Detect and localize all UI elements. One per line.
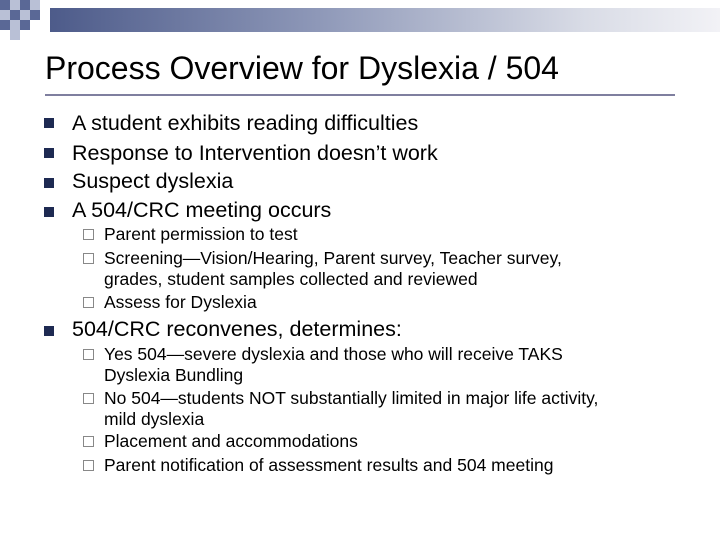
sub-bullet-text: No 504—students NOT substantially limited in major life activity,: [104, 388, 599, 408]
hollow-square-bullet-icon: [83, 393, 94, 404]
bullet-text: Response to Intervention doesn’t work: [72, 141, 438, 165]
bullet-square-icon: [44, 118, 54, 128]
header-banner: [50, 8, 720, 32]
hollow-square-bullet-icon: [83, 253, 94, 264]
bullet-text: 504/CRC reconvenes, determines:: [72, 317, 402, 341]
title-divider: [45, 94, 675, 96]
slide-title: Process Overview for Dyslexia / 504: [45, 50, 559, 86]
sub-bullet-text: Yes 504—severe dyslexia and those who will receive TAKS: [104, 344, 563, 364]
hollow-square-bullet-icon: [83, 460, 94, 471]
sub-bullet-text: Dyslexia Bundling: [104, 365, 244, 385]
bullet-square-icon: [44, 178, 54, 188]
sub-bullet-text: Placement and accommodations: [104, 431, 358, 451]
hollow-square-bullet-icon: [83, 229, 94, 240]
bullet-square-icon: [44, 326, 54, 336]
bullet-text: A 504/CRC meeting occurs: [72, 198, 332, 222]
hollow-square-bullet-icon: [83, 349, 94, 360]
sub-bullet-text: mild dyslexia: [104, 409, 205, 429]
bullet-square-icon: [44, 207, 54, 217]
hollow-square-bullet-icon: [83, 297, 94, 308]
sub-bullet-text: Parent permission to test: [104, 224, 298, 244]
hollow-square-bullet-icon: [83, 436, 94, 447]
bullet-square-icon: [44, 148, 54, 158]
bullet-text: Suspect dyslexia: [72, 169, 234, 193]
sub-bullet-text: Screening—Vision/Hearing, Parent survey, Teacher survey,: [104, 248, 562, 268]
bullet-text: A student exhibits reading difficulties: [72, 111, 419, 135]
sub-bullet-text: Parent notification of assessment results and 504 meeting: [104, 455, 554, 475]
sub-bullet-text: grades, student samples collected and reviewed: [104, 269, 478, 289]
sub-bullet-text: Assess for Dyslexia: [104, 292, 257, 312]
